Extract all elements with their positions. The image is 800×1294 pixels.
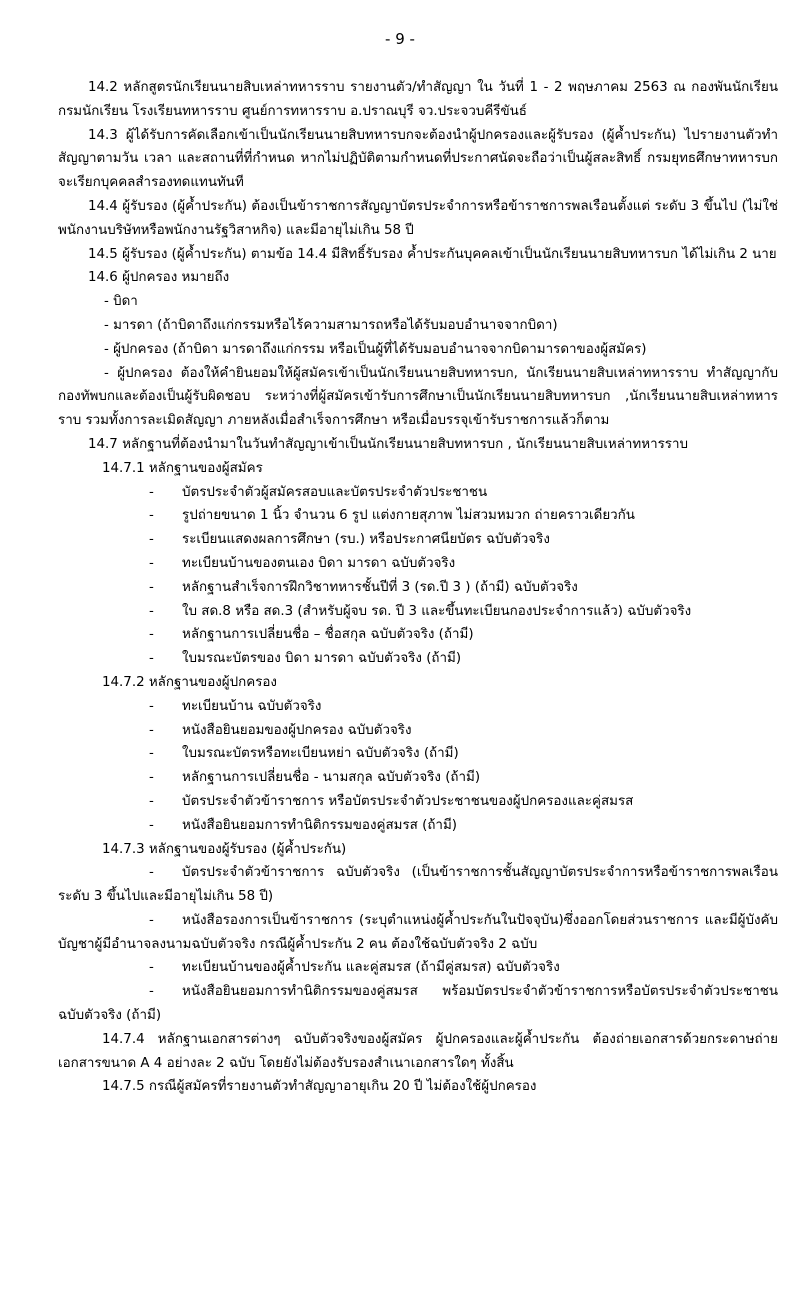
section-14-7-5: 14.7.5 กรณีผู้สมัครที่รายงานตัวทำสัญญาอายุเกิน 20 ปี ไม่ต้องใช้ผู้ปกครอง bbox=[102, 1079, 537, 1095]
section-14-4: 14.4 ผู้รับรอง (ผู้ค้ำประกัน) ต้องเป็นข้าราชการสัญญาบัตรประจำการหรือข้าราชการพลเรือนตั้งแต่ ระดับ 3 ขึ้นไป (ไม่ใช่พนักงานบริษัทหรือพนักงานรัฐวิสาหกิจ) และมีอายุไม่เกิน 58 ปี bbox=[58, 198, 778, 238]
bullet-dash: - bbox=[149, 960, 154, 976]
guardian-item: - บิดา bbox=[104, 294, 138, 310]
bullet-dash: - bbox=[149, 603, 154, 619]
list-item-text: หนังสือยินยอมของผู้ปกครอง ฉบับตัวจริง bbox=[182, 722, 412, 738]
list-item-text: ใบ สด.8 หรือ สด.3 (สำหรับผู้จบ รด. ปี 3 และขึ้นทะเบียนกองประจำการแล้ว) ฉบับตัวจริง bbox=[182, 603, 692, 619]
list-item-text: ทะเบียนบ้าน ฉบับตัวจริง bbox=[182, 698, 322, 714]
list-item-text: รูปถ่ายขนาด 1 นิ้ว จำนวน 6 รูป แต่งกายสุภาพ ไม่สวมหมวก ถ่ายคราวเดียวกัน bbox=[182, 508, 635, 524]
list-item-text: หลักฐานการเปลี่ยนชื่อ - นามสกุล ฉบับตัวจริง (ถ้ามี) bbox=[182, 770, 481, 786]
list-item bbox=[58, 719, 778, 743]
section-14-7-1-heading: 14.7.1 หลักฐานของผู้สมัคร bbox=[102, 460, 263, 476]
bullet-dash: - bbox=[149, 912, 154, 928]
list-item bbox=[58, 742, 778, 766]
list-item bbox=[58, 504, 778, 528]
list-item-text: ใบมรณะบัตรหรือทะเบียนหย่า ฉบับตัวจริง (ถ้ามี) bbox=[182, 746, 459, 762]
section-14-3: 14.3 ผู้ได้รับการคัดเลือกเข้าเป็นนักเรียนนายสิบทหารบกจะต้องนำผู้ปกครองและผู้รับรอง (ผู้ค้ำประกัน) ไปรายงานตัวทำสัญญาตามวัน เวลา และสถานที่ที่กำหนด หากไม่ปฏิบัติตามกำหนดที่ประกาศนัดจะถือว่าเป็นผู้สละสิทธิ์ กรมยุทธศึกษาทหารบกจะเรียกบุคคลสำรองทดแทนทันที bbox=[58, 127, 778, 191]
section-14-7-2-heading: 14.7.2 หลักฐานของผู้ปกครอง bbox=[102, 674, 277, 690]
list-item bbox=[58, 600, 778, 624]
section-14-7-4: 14.7.4 หลักฐานเอกสารต่างๆ ฉบับตัวจริงของผู้สมัคร ผู้ปกครองและผู้ค้ำประกัน ต้องถ่ายเอกสารด้วยกระดาษถ่ายเอกสารขนาด A 4 อย่างละ 2 ฉบับ โดยยังไม่ต้องรับรองสำเนาเอกสารใดๆ ทั้งสิ้น bbox=[58, 1031, 778, 1071]
bullet-dash: - bbox=[149, 555, 154, 571]
guardian-item: - ผู้ปกครอง (ถ้าบิดา มารดาถึงแก่กรรม หรือเป็นผู้ที่ได้รับมอบอำนาจจากบิดามารดาของผู้สมัคร) bbox=[104, 341, 647, 357]
list-item-text: หนังสือรองการเป็นข้าราชการ (ระบุตำแหน่งผู้ค้ำประกันในปัจจุบัน)ซึ่งออกโดยส่วนราชการ และมีผู้บังคับบัญชาผู้มีอำนาจลงนามฉบับตัวจริง กรณีผู้ค้ำประกัน 2 คน ต้องใช้ฉบับตัวจริง 2 ฉบับ bbox=[58, 912, 778, 952]
bullet-dash: - bbox=[149, 746, 154, 762]
list-item-text: ระเบียนแสดงผลการศึกษา (รบ.) หรือประกาศนียบัตร ฉบับตัวจริง bbox=[182, 532, 550, 548]
bullet-dash: - bbox=[149, 722, 154, 738]
bullet-dash: - bbox=[149, 984, 154, 1000]
list-item bbox=[58, 790, 778, 814]
bullet-dash: - bbox=[149, 865, 154, 881]
list-item-text: บัตรประจำตัวผู้สมัครสอบและบัตรประจำตัวประชาชน bbox=[182, 484, 488, 500]
list-item bbox=[58, 766, 778, 790]
list-item bbox=[58, 956, 778, 980]
list-item-text: หนังสือยินยอมการทำนิติกรรมของคู่สมรส (ถ้ามี) bbox=[182, 817, 457, 833]
bullet-dash: - bbox=[149, 698, 154, 714]
bullet-dash: - bbox=[149, 484, 154, 500]
list-item bbox=[58, 814, 778, 838]
list-item bbox=[58, 980, 778, 1028]
list-item-text: ทะเบียนบ้านของตนเอง บิดา มารดา ฉบับตัวจริง bbox=[182, 555, 456, 571]
list-item bbox=[58, 576, 778, 600]
bullet-dash: - bbox=[149, 793, 154, 809]
section-14-6-heading: 14.6 ผู้ปกครอง หมายถึง bbox=[88, 270, 230, 286]
list-item-text: หนังสือยินยอมการทำนิติกรรมของคู่สมรส พร้อมบัตรประจำตัวข้าราชการหรือบัตรประจำตัวประชาชน ฉบับตัวจริง (ถ้ามี) bbox=[58, 984, 778, 1024]
section-14-7-3-heading: 14.7.3 หลักฐานของผู้รับรอง (ผู้ค้ำประกัน) bbox=[102, 841, 347, 857]
guardian-item: - มารดา (ถ้าบิดาถึงแก่กรรมหรือไร้ความสามารถหรือได้รับมอบอำนาจจากบิดา) bbox=[104, 317, 558, 333]
list-item bbox=[58, 695, 778, 719]
list-item-text: บัตรประจำตัวข้าราชการ ฉบับตัวจริง (เป็นข้าราชการชั้นสัญญาบัตรประจำการหรือข้าราชการพลเรือนระดับ 3 ขึ้นไปและมีอายุไม่เกิน 58 ปี) bbox=[58, 865, 778, 905]
section-14-2: 14.2 หลักสูตรนักเรียนนายสิบเหล่าทหารราบ รายงานตัว/ทำสัญญา ใน วันที่ 1 - 2 พฤษภาคม 2563 ณ กองพันนักเรียน กรมนักเรียน โรงเรียนทหารราบ ศูนย์การทหารราบ อ.ปราณบุรี จว.ประจวบคีรีขันธ์ bbox=[58, 80, 778, 119]
list-item bbox=[58, 528, 778, 552]
list-item-text: หลักฐานสำเร็จการฝึกวิชาทหารชั้นปีที่ 3 (รด.ปี 3 ) (ถ้ามี) ฉบับตัวจริง bbox=[182, 579, 578, 595]
list-item-text: ใบมรณะบัตรของ บิดา มารดา ฉบับตัวจริง (ถ้ามี) bbox=[182, 651, 462, 667]
document-body bbox=[58, 76, 778, 1099]
page-number: - 9 - bbox=[385, 30, 415, 48]
list-item bbox=[58, 909, 778, 957]
list-item-text: หลักฐานการเปลี่ยนชื่อ – ชื่อสกุล ฉบับตัวจริง (ถ้ามี) bbox=[182, 627, 474, 643]
bullet-dash: - bbox=[149, 817, 154, 833]
bullet-dash: - bbox=[149, 770, 154, 786]
section-14-5: 14.5 ผู้รับรอง (ผู้ค้ำประกัน) ตามข้อ 14.4 มีสิทธิ์รับรอง ค้ำประกันบุคคลเข้าเป็นนักเรียนนายสิบทหารบก ได้ไม่เกิน 2 นาย bbox=[88, 246, 777, 262]
list-item-text: บัตรประจำตัวข้าราชการ หรือบัตรประจำตัวประชาชนของผู้ปกครองและคู่สมรส bbox=[182, 793, 634, 809]
bullet-dash: - bbox=[149, 532, 154, 548]
list-item-text: ทะเบียนบ้านของผู้ค้ำประกัน และคู่สมรส (ถ้ามีคู่สมรส) ฉบับตัวจริง bbox=[182, 960, 560, 976]
list-item bbox=[58, 481, 778, 505]
list-item bbox=[58, 861, 778, 909]
bullet-dash: - bbox=[149, 651, 154, 667]
guardian-consent: - ผู้ปกครอง ต้องให้คำยินยอมให้ผู้สมัครเข้าเป็นนักเรียนนายสิบทหารบก, นักเรียนนายสิบเหล่าทหารราบ ทำสัญญากับกองทัพบกและต้องเป็นผู้รับผิดชอบ ระหว่างที่ผู้สมัครเข้ารับการศึกษาเป็นนักเรียนนายสิบทหารบก ,นักเรียนนายสิบเหล่าทหารราบ รวมทั้งการละเมิดสัญญา ภายหลังเมื่อสำเร็จการศึกษา หรือเมื่อบรรจุเข้ารับราชการแล้วก็ตาม bbox=[58, 365, 778, 429]
section-14-7-heading: 14.7 หลักฐานที่ต้องนำมาในวันทำสัญญาเข้าเป็นนักเรียนนายสิบทหารบก , นักเรียนนายสิบเหล่าทหารราบ bbox=[88, 436, 688, 452]
bullet-dash: - bbox=[149, 508, 154, 524]
list-item bbox=[58, 623, 778, 647]
bullet-dash: - bbox=[149, 579, 154, 595]
list-item bbox=[58, 647, 778, 671]
bullet-dash: - bbox=[149, 627, 154, 643]
list-item bbox=[58, 552, 778, 576]
